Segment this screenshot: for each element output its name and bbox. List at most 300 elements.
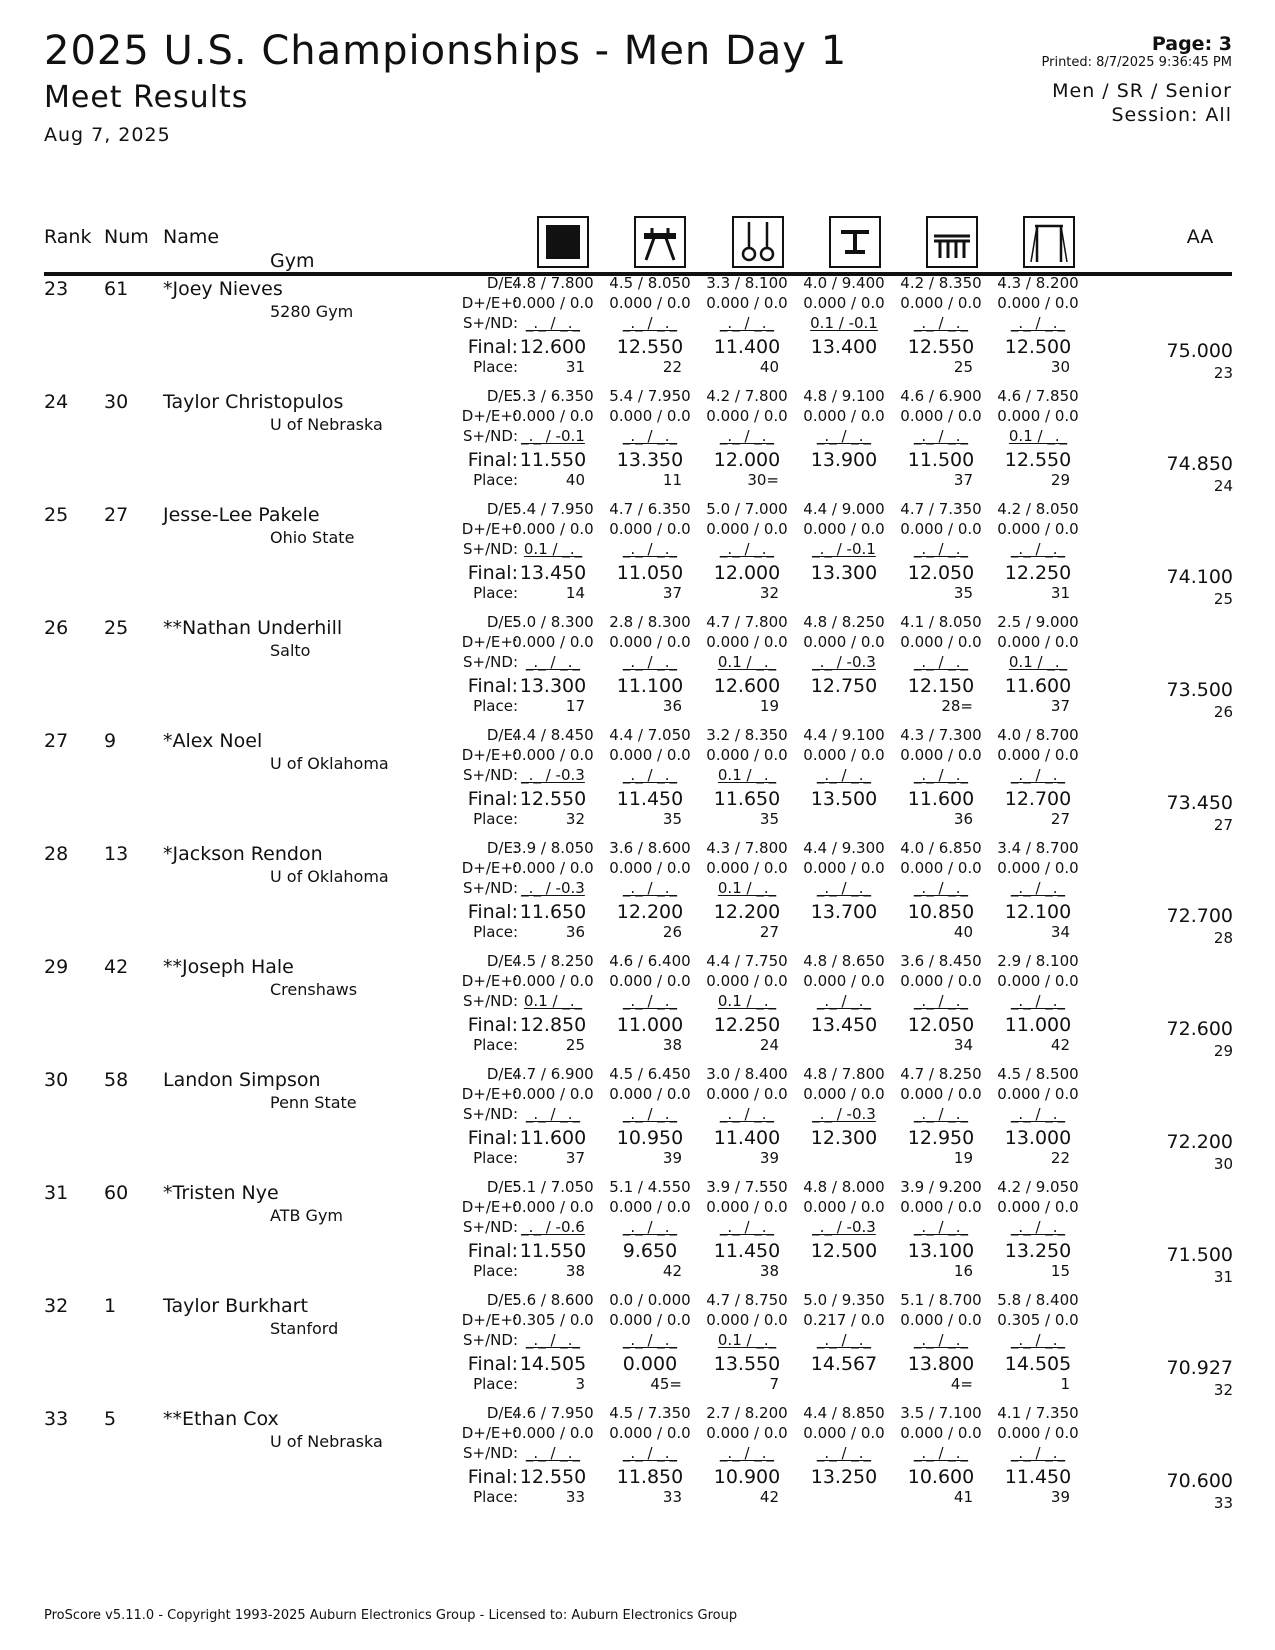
score-cell-de: 3.9 / 8.050 (512, 839, 594, 857)
score-cell-dplus: 0.000 / 0.0 (803, 294, 885, 312)
score-cell-snd: _._ / -0.3 (812, 1105, 876, 1123)
score-cell-dplus: 0.217 / 0.0 (803, 1311, 885, 1329)
score-cell-snd: _._ / _._ (719, 540, 775, 558)
score-cell-snd: 0.1 / _._ (717, 879, 777, 897)
score-cell-place: 32 (759, 584, 779, 602)
score-cell-de: 4.4 / 7.750 (706, 952, 788, 970)
athlete-row (0, 722, 1275, 840)
score-cell-place: 39 (759, 1149, 779, 1167)
score-cell-snd: _._ / _._ (1010, 766, 1066, 784)
score-cell-place: 38 (759, 1262, 779, 1280)
all-around-place: 31 (1213, 1268, 1233, 1286)
score-cell-snd: _._ / _._ (719, 1218, 775, 1236)
score-cell-place: 39 (662, 1149, 682, 1167)
score-row-label: Final: (467, 336, 518, 358)
score-cell-de: 4.8 / 7.800 (803, 1065, 885, 1083)
score-cell-final: 13.250 (1004, 1240, 1072, 1262)
score-cell-de: 4.3 / 7.800 (706, 839, 788, 857)
score-cell-place: 3 (575, 1375, 585, 1393)
all-around-place: 27 (1213, 816, 1233, 834)
score-cell-dplus: 0.000 / 0.0 (803, 859, 885, 877)
athlete-rank: 30 (44, 1069, 69, 1091)
athlete-number: 61 (104, 278, 129, 300)
athlete-name: Jesse-Lee Pakele (163, 504, 320, 526)
score-cell-snd: _._ / _._ (913, 1331, 969, 1349)
score-cell-place: 38 (565, 1262, 585, 1280)
score-cell-snd: _._ / _._ (1010, 314, 1066, 332)
athlete-gym: U of Nebraska (270, 415, 383, 434)
score-cell-de: 4.4 / 9.100 (803, 726, 885, 744)
score-cell-snd: _._ / _._ (622, 1331, 678, 1349)
score-row-label: D/E: (486, 952, 518, 970)
score-cell-de: 4.1 / 7.350 (997, 1404, 1079, 1422)
athlete-rank: 28 (44, 843, 69, 865)
score-cell-de: 2.7 / 8.200 (706, 1404, 788, 1422)
score-cell-dplus: 0.000 / 0.0 (900, 1424, 982, 1442)
all-around-place: 28 (1213, 929, 1233, 947)
pommel-horse-icon (634, 216, 686, 268)
score-cell-final: 11.650 (519, 901, 587, 923)
score-row-label: Place: (473, 1262, 518, 1280)
score-cell-snd: 0.1 / -0.1 (810, 314, 878, 332)
score-cell-dplus: 0.000 / 0.0 (997, 746, 1079, 764)
score-cell-snd: _._ / _._ (525, 1105, 581, 1123)
athlete-number: 5 (104, 1408, 117, 1430)
score-cell-snd: _._ / _._ (622, 540, 678, 558)
score-row-label: S+/ND: (463, 1105, 518, 1123)
score-cell-final: 11.650 (713, 788, 781, 810)
score-cell-dplus: 0.000 / 0.0 (706, 520, 788, 538)
athlete-name: **Joseph Hale (163, 956, 294, 978)
all-around-place: 23 (1213, 364, 1233, 382)
athlete-rank: 33 (44, 1408, 69, 1430)
score-cell-place: 36 (662, 697, 682, 715)
score-cell-final: 11.450 (616, 788, 684, 810)
athlete-row (0, 270, 1275, 388)
score-cell-snd: _._ / _._ (719, 1444, 775, 1462)
score-cell-de: 4.7 / 7.800 (706, 613, 788, 631)
score-cell-final: 11.600 (1004, 675, 1072, 697)
score-cell-de: 4.8 / 7.800 (512, 274, 594, 292)
score-cell-final: 12.750 (810, 675, 878, 697)
score-cell-de: 4.4 / 8.450 (512, 726, 594, 744)
score-cell-final: 12.550 (519, 1466, 587, 1488)
score-cell-final: 11.550 (519, 449, 587, 471)
score-cell-de: 5.4 / 7.950 (512, 500, 594, 518)
score-row-label: Place: (473, 697, 518, 715)
all-around-place: 29 (1213, 1042, 1233, 1060)
score-cell-place: 42 (1050, 1036, 1070, 1054)
score-cell-dplus: 0.000 / 0.0 (997, 407, 1079, 425)
score-cell-dplus: 0.000 / 0.0 (900, 1311, 982, 1329)
score-cell-dplus: 0.000 / 0.0 (900, 1085, 982, 1103)
score-cell-final: 12.600 (519, 336, 587, 358)
score-cell-de: 4.4 / 9.000 (803, 500, 885, 518)
score-cell-de: 3.6 / 8.450 (900, 952, 982, 970)
score-cell-dplus: 0.000 / 0.0 (609, 972, 691, 990)
athlete-rank: 29 (44, 956, 69, 978)
all-around-score: 75.000 (1166, 340, 1233, 362)
score-cell-de: 4.6 / 6.900 (900, 387, 982, 405)
score-cell-snd: _._ / _._ (622, 766, 678, 784)
score-cell-de: 3.4 / 8.700 (997, 839, 1079, 857)
score-cell-final: 12.250 (1004, 562, 1072, 584)
all-around-score: 70.927 (1166, 1357, 1233, 1379)
score-row-label: S+/ND: (463, 766, 518, 784)
score-cell-snd: _._ / _._ (1010, 879, 1066, 897)
score-cell-dplus: 0.000 / 0.0 (803, 407, 885, 425)
score-cell-dplus: 0.000 / 0.0 (997, 1085, 1079, 1103)
score-cell-dplus: 0.000 / 0.0 (512, 520, 594, 538)
score-cell-snd: 0.1 / _._ (717, 766, 777, 784)
score-cell-final: 11.400 (713, 336, 781, 358)
score-cell-place: 35 (662, 810, 682, 828)
score-cell-final: 13.100 (907, 1240, 975, 1262)
score-cell-de: 4.6 / 7.950 (512, 1404, 594, 1422)
score-row-label: D/E: (486, 1178, 518, 1196)
score-cell-dplus: 0.000 / 0.0 (803, 520, 885, 538)
score-cell-dplus: 0.000 / 0.0 (609, 520, 691, 538)
score-cell-place: 30= (747, 471, 779, 489)
score-cell-de: 4.7 / 8.750 (706, 1291, 788, 1309)
score-cell-place: 41 (953, 1488, 973, 1506)
all-around-place: 33 (1213, 1494, 1233, 1512)
score-cell-final: 11.050 (616, 562, 684, 584)
score-cell-de: 4.3 / 7.300 (900, 726, 982, 744)
score-cell-dplus: 0.000 / 0.0 (609, 746, 691, 764)
all-around-score: 74.100 (1166, 566, 1233, 588)
score-cell-dplus: 0.000 / 0.0 (706, 859, 788, 877)
score-cell-de: 5.6 / 8.600 (512, 1291, 594, 1309)
score-cell-place: 14 (565, 584, 585, 602)
athlete-row (0, 1174, 1275, 1292)
score-cell-final: 11.550 (519, 1240, 587, 1262)
score-cell-final: 13.900 (810, 449, 878, 471)
score-cell-final: 12.000 (713, 562, 781, 584)
score-cell-dplus: 0.000 / 0.0 (706, 972, 788, 990)
score-row-label: D/E: (486, 1291, 518, 1309)
athlete-number: 9 (104, 730, 117, 752)
score-cell-place: 1 (1060, 1375, 1070, 1393)
score-cell-dplus: 0.000 / 0.0 (706, 1311, 788, 1329)
score-cell-dplus: 0.000 / 0.0 (900, 859, 982, 877)
all-around-place: 32 (1213, 1381, 1233, 1399)
score-row-label: D/E: (486, 1065, 518, 1083)
score-row-label: D+/E+: (461, 1198, 518, 1216)
score-cell-snd: _._ / _._ (1010, 1105, 1066, 1123)
score-cell-place: 36 (953, 810, 973, 828)
score-cell-dplus: 0.000 / 0.0 (609, 1198, 691, 1216)
score-cell-final: 12.950 (907, 1127, 975, 1149)
score-cell-de: 4.4 / 7.050 (609, 726, 691, 744)
score-cell-snd: _._ / _._ (622, 1218, 678, 1236)
score-cell-de: 4.2 / 8.350 (900, 274, 982, 292)
score-row-label: S+/ND: (463, 1444, 518, 1462)
score-cell-final: 13.250 (810, 1466, 878, 1488)
printed-timestamp: Printed: 8/7/2025 9:36:45 PM (1041, 55, 1232, 70)
score-cell-dplus: 0.000 / 0.0 (900, 520, 982, 538)
score-cell-de: 3.3 / 8.100 (706, 274, 788, 292)
score-cell-dplus: 0.000 / 0.0 (997, 972, 1079, 990)
score-cell-dplus: 0.000 / 0.0 (900, 972, 982, 990)
score-cell-dplus: 0.000 / 0.0 (997, 633, 1079, 651)
score-cell-de: 4.7 / 6.900 (512, 1065, 594, 1083)
score-cell-snd: _._ / _._ (816, 766, 872, 784)
score-row-label: S+/ND: (463, 879, 518, 897)
score-cell-de: 4.0 / 9.400 (803, 274, 885, 292)
score-cell-de: 5.0 / 7.000 (706, 500, 788, 518)
score-cell-place: 34 (953, 1036, 973, 1054)
score-row-label: D/E: (486, 839, 518, 857)
score-row-label: D/E: (486, 387, 518, 405)
score-cell-snd: _._ / _._ (913, 766, 969, 784)
athlete-name: Landon Simpson (163, 1069, 321, 1091)
athlete-number: 58 (104, 1069, 129, 1091)
score-cell-final: 12.150 (907, 675, 975, 697)
athlete-number: 1 (104, 1295, 117, 1317)
score-cell-dplus: 0.000 / 0.0 (609, 1085, 691, 1103)
athlete-name: **Nathan Underhill (163, 617, 343, 639)
score-cell-snd: _._ / _._ (913, 653, 969, 671)
score-cell-snd: _._ / -0.1 (812, 540, 876, 558)
rank-column-header: Rank (44, 226, 92, 248)
score-row-label: S+/ND: (463, 427, 518, 445)
score-row-label: Place: (473, 1149, 518, 1167)
score-cell-de: 2.5 / 9.000 (997, 613, 1079, 631)
score-row-label: D+/E+: (461, 859, 518, 877)
score-cell-dplus: 0.000 / 0.0 (803, 633, 885, 651)
all-around-place: 30 (1213, 1155, 1233, 1173)
footer-copyright: ProScore v5.11.0 - Copyright 1993-2025 Auburn Electronics Group - Licensed to: Auburn Electronics Group (44, 1608, 738, 1623)
score-cell-final: 11.450 (1004, 1466, 1072, 1488)
score-row-label: D+/E+: (461, 407, 518, 425)
score-cell-snd: _._ / _._ (622, 1444, 678, 1462)
score-cell-snd: _._ / -0.3 (812, 653, 876, 671)
score-cell-snd: _._ / _._ (1010, 1218, 1066, 1236)
score-cell-de: 4.0 / 6.850 (900, 839, 982, 857)
score-cell-de: 4.4 / 8.850 (803, 1404, 885, 1422)
score-cell-snd: _._ / _._ (913, 1218, 969, 1236)
score-cell-final: 12.550 (519, 788, 587, 810)
score-cell-final: 11.450 (713, 1240, 781, 1262)
athlete-gym: Salto (270, 641, 311, 660)
all-around-place: 26 (1213, 703, 1233, 721)
score-cell-de: 4.2 / 9.050 (997, 1178, 1079, 1196)
score-cell-dplus: 0.000 / 0.0 (997, 859, 1079, 877)
score-cell-dplus: 0.000 / 0.0 (706, 1085, 788, 1103)
score-cell-snd: 0.1 / _._ (717, 653, 777, 671)
score-cell-dplus: 0.000 / 0.0 (512, 633, 594, 651)
score-cell-de: 0.0 / 0.000 (609, 1291, 691, 1309)
page-number: Page: 3 (1151, 33, 1232, 55)
athlete-gym: Stanford (270, 1319, 339, 1338)
score-cell-dplus: 0.000 / 0.0 (512, 1424, 594, 1442)
score-cell-final: 12.050 (907, 562, 975, 584)
score-cell-place: 29 (1050, 471, 1070, 489)
score-cell-snd: _._ / _._ (913, 879, 969, 897)
score-cell-place: 39 (1050, 1488, 1070, 1506)
score-cell-de: 5.1 / 7.050 (512, 1178, 594, 1196)
score-row-label: D+/E+: (461, 633, 518, 651)
score-cell-final: 0.000 (622, 1353, 678, 1375)
score-cell-dplus: 0.000 / 0.0 (803, 746, 885, 764)
score-cell-dplus: 0.000 / 0.0 (706, 407, 788, 425)
score-cell-final: 9.650 (622, 1240, 678, 1262)
athlete-gym: 5280 Gym (270, 302, 354, 321)
score-cell-snd: _._ / _._ (719, 314, 775, 332)
athlete-rank: 27 (44, 730, 69, 752)
score-cell-dplus: 0.000 / 0.0 (706, 633, 788, 651)
score-row-label: D+/E+: (461, 1085, 518, 1103)
score-row-label: D+/E+: (461, 972, 518, 990)
score-cell-final: 11.100 (616, 675, 684, 697)
athlete-gym: U of Oklahoma (270, 754, 389, 773)
score-row-label: Place: (473, 471, 518, 489)
score-cell-dplus: 0.000 / 0.0 (997, 1198, 1079, 1216)
score-cell-snd: 0.1 / _._ (717, 992, 777, 1010)
score-cell-snd: _._ / _._ (913, 1444, 969, 1462)
score-row-label: S+/ND: (463, 1331, 518, 1349)
athlete-rank: 23 (44, 278, 69, 300)
score-cell-dplus: 0.000 / 0.0 (997, 520, 1079, 538)
score-cell-dplus: 0.000 / 0.0 (512, 859, 594, 877)
score-cell-snd: _._ / -0.3 (521, 879, 585, 897)
score-cell-final: 11.500 (907, 449, 975, 471)
score-cell-place: 37 (565, 1149, 585, 1167)
score-cell-final: 12.550 (907, 336, 975, 358)
score-row-label: S+/ND: (463, 992, 518, 1010)
score-cell-de: 4.8 / 8.000 (803, 1178, 885, 1196)
score-cell-place: 42 (662, 1262, 682, 1280)
score-row-label: Final: (467, 788, 518, 810)
score-cell-final: 11.600 (519, 1127, 587, 1149)
score-cell-place: 11 (662, 471, 682, 489)
score-cell-final: 12.200 (616, 901, 684, 923)
score-cell-snd: _._ / _._ (816, 992, 872, 1010)
score-cell-de: 4.1 / 8.050 (900, 613, 982, 631)
all-around-score: 72.700 (1166, 905, 1233, 927)
athlete-rank: 25 (44, 504, 69, 526)
score-cell-place: 22 (1050, 1149, 1070, 1167)
score-cell-de: 4.7 / 8.250 (900, 1065, 982, 1083)
score-cell-dplus: 0.000 / 0.0 (803, 1085, 885, 1103)
athlete-number: 60 (104, 1182, 129, 1204)
athlete-row (0, 1400, 1275, 1518)
score-cell-place: 37 (953, 471, 973, 489)
score-cell-final: 13.000 (1004, 1127, 1072, 1149)
athlete-row (0, 1287, 1275, 1405)
score-row-label: S+/ND: (463, 540, 518, 558)
score-cell-de: 4.8 / 9.100 (803, 387, 885, 405)
athlete-row (0, 1061, 1275, 1179)
score-cell-final: 12.200 (713, 901, 781, 923)
score-cell-final: 10.950 (616, 1127, 684, 1149)
score-cell-place: 28= (941, 697, 973, 715)
score-cell-place: 38 (662, 1036, 682, 1054)
score-cell-place: 32 (565, 810, 585, 828)
score-cell-dplus: 0.000 / 0.0 (609, 1311, 691, 1329)
score-cell-final: 12.850 (519, 1014, 587, 1036)
athlete-name: **Ethan Cox (163, 1408, 279, 1430)
score-row-label: D+/E+: (461, 1424, 518, 1442)
session-label: Session: All (1111, 104, 1232, 126)
score-cell-final: 10.600 (907, 1466, 975, 1488)
score-cell-place: 40 (565, 471, 585, 489)
score-cell-final: 12.250 (713, 1014, 781, 1036)
athlete-gym: Ohio State (270, 528, 355, 547)
score-cell-snd: _._ / _._ (719, 1105, 775, 1123)
score-cell-dplus: 0.000 / 0.0 (803, 1424, 885, 1442)
athlete-number: 13 (104, 843, 129, 865)
score-cell-de: 3.6 / 8.600 (609, 839, 691, 857)
score-cell-snd: _._ / _._ (816, 879, 872, 897)
athlete-rank: 32 (44, 1295, 69, 1317)
score-cell-de: 3.2 / 8.350 (706, 726, 788, 744)
score-cell-final: 11.000 (1004, 1014, 1072, 1036)
score-cell-place: 31 (565, 358, 585, 376)
athlete-number: 27 (104, 504, 129, 526)
score-cell-dplus: 0.305 / 0.0 (512, 1311, 594, 1329)
score-row-label: D+/E+: (461, 746, 518, 764)
score-cell-final: 14.505 (1004, 1353, 1072, 1375)
score-cell-de: 5.1 / 8.700 (900, 1291, 982, 1309)
score-cell-dplus: 0.000 / 0.0 (512, 407, 594, 425)
score-row-label: S+/ND: (463, 314, 518, 332)
score-cell-place: 30 (1050, 358, 1070, 376)
score-row-label: D/E: (486, 500, 518, 518)
score-cell-snd: _._ / _._ (1010, 992, 1066, 1010)
score-cell-place: 19 (759, 697, 779, 715)
score-cell-place: 17 (565, 697, 585, 715)
score-cell-final: 13.400 (810, 336, 878, 358)
score-cell-de: 4.4 / 9.300 (803, 839, 885, 857)
score-cell-de: 4.5 / 6.450 (609, 1065, 691, 1083)
score-cell-dplus: 0.000 / 0.0 (609, 407, 691, 425)
score-cell-snd: _._ / _._ (816, 1444, 872, 1462)
score-cell-snd: 0.1 / _._ (1008, 653, 1068, 671)
score-cell-snd: _._ / _._ (622, 653, 678, 671)
score-cell-final: 12.050 (907, 1014, 975, 1036)
score-cell-snd: _._ / _._ (622, 992, 678, 1010)
score-cell-de: 5.8 / 8.400 (997, 1291, 1079, 1309)
score-cell-snd: _._ / _._ (622, 879, 678, 897)
score-cell-final: 13.800 (907, 1353, 975, 1375)
score-cell-dplus: 0.000 / 0.0 (706, 294, 788, 312)
score-cell-dplus: 0.000 / 0.0 (609, 633, 691, 651)
score-cell-de: 4.3 / 8.200 (997, 274, 1079, 292)
score-cell-final: 12.000 (713, 449, 781, 471)
floor-exercise-icon (537, 216, 589, 268)
score-cell-snd: _._ / _._ (913, 992, 969, 1010)
score-cell-de: 4.5 / 7.350 (609, 1404, 691, 1422)
all-around-score: 74.850 (1166, 453, 1233, 475)
athlete-name: Taylor Burkhart (163, 1295, 308, 1317)
score-row-label: D+/E+: (461, 1311, 518, 1329)
score-cell-dplus: 0.000 / 0.0 (609, 294, 691, 312)
aa-column-header: AA (1186, 226, 1214, 248)
parallel-bars-icon (926, 216, 978, 268)
score-cell-snd: _._ / _._ (622, 314, 678, 332)
score-cell-snd: _._ / _._ (913, 1105, 969, 1123)
athlete-row (0, 609, 1275, 727)
score-cell-place: 35 (953, 584, 973, 602)
score-cell-snd: _._ / _._ (1010, 1331, 1066, 1349)
score-cell-place: 35 (759, 810, 779, 828)
athlete-gym: U of Nebraska (270, 1432, 383, 1451)
score-cell-dplus: 0.000 / 0.0 (609, 859, 691, 877)
score-cell-snd: 0.1 / _._ (717, 1331, 777, 1349)
athlete-number: 42 (104, 956, 129, 978)
